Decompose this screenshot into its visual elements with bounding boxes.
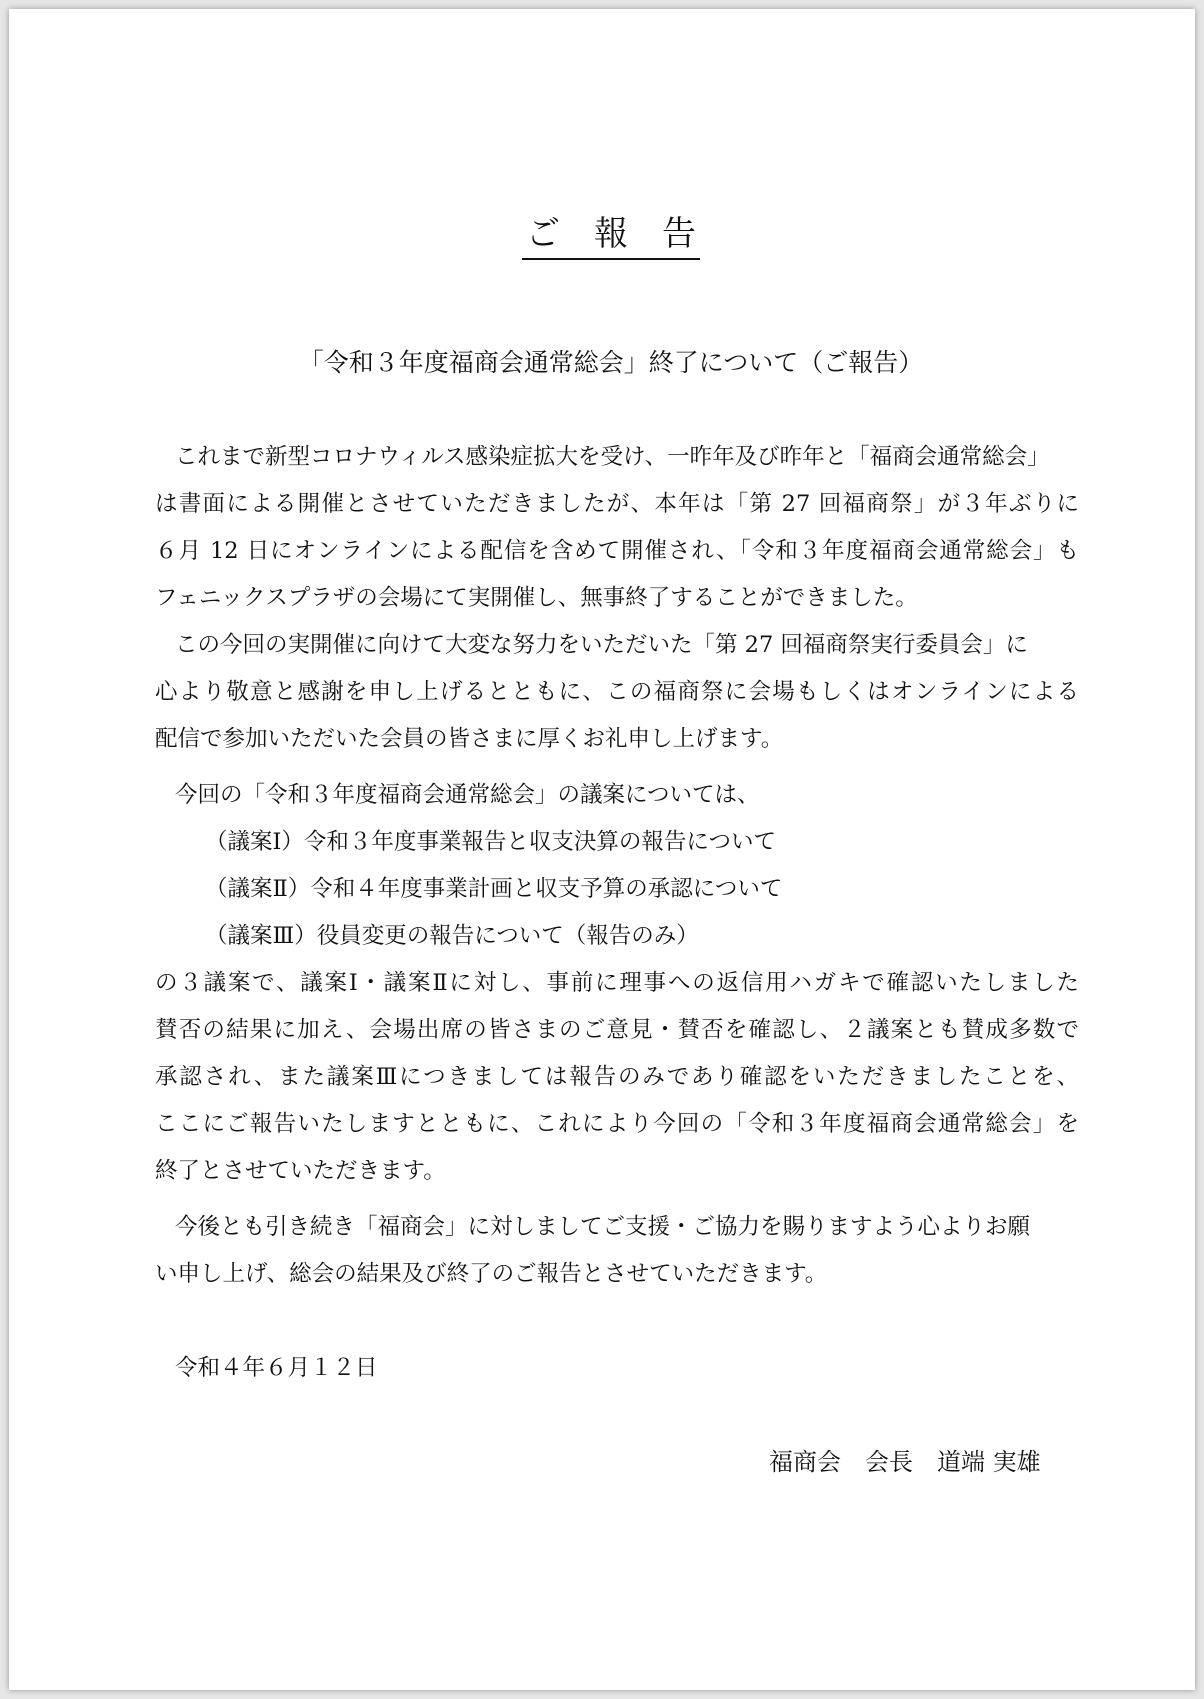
agenda-item-3: （議案Ⅲ）役員変更の報告について（報告のみ） xyxy=(205,923,699,949)
paragraph-3-line-6: 終了とさせていただきます。 xyxy=(155,1158,446,1184)
paragraph-3-line-5: ここにご報告いたしますとともに、これにより今回の「令和３年度福商会通常総会」を xyxy=(155,1111,1079,1137)
paragraph-2-line-1: この今回の実開催に向けて大変な努力をいただいた「第 27 回福商祭実行委員会」に xyxy=(175,632,1028,658)
agenda-item-1: （議案Ⅰ）令和３年度事業報告と収支決算の報告について xyxy=(205,829,776,855)
paragraph-1-line-3: ６月 12 日にオンラインによる配信を含めて開催され、「令和３年度福商会通常総会」も xyxy=(155,538,1079,564)
paragraph-3-line-4: 承認され、また議案Ⅲにつきましては報告のみであり確認をいただきましたことを、 xyxy=(155,1064,1079,1090)
document-date: 令和４年６月１２日 xyxy=(175,1355,378,1381)
paragraph-3-line-3: 賛否の結果に加え、会場出席の皆さまのご意見・賛否を確認し、２議案とも賛成多数で xyxy=(155,1017,1079,1043)
paragraph-2-line-3: 配信で参加いただいた会員の皆さまに厚くお礼申し上げます。 xyxy=(155,726,784,752)
signature: 福商会 会長 道端 実雄 xyxy=(769,1448,1041,1476)
paragraph-1-line-4: フェニックスプラザの会場にて実開催し、無事終了することができました。 xyxy=(155,585,918,611)
agenda-item-2: （議案Ⅱ）令和４年度事業計画と収支予算の承認について xyxy=(205,876,783,902)
paragraph-2-line-2: 心より敬意と感謝を申し上げるとともに、この福商祭に会場もしくはオンラインによる xyxy=(155,679,1079,705)
document-title: ご 報 告 xyxy=(9,212,1204,260)
paragraph-3-line-2: の３議案で、議案Ⅰ・議案Ⅱに対し、事前に理事への返信用ハガキで確認いたしました xyxy=(155,970,1079,996)
paragraph-4-line-2: い申し上げ、総会の結果及び終了のご報告とさせていただきます。 xyxy=(155,1261,828,1287)
paragraph-4-line-1: 今後とも引き続き「福商会」に対しましてご支援・ご協力を賜りますよう心よりお願 xyxy=(175,1214,1031,1240)
document-subtitle: 「令和３年度福商会通常総会」終了について（ご報告） xyxy=(298,348,924,377)
document-page xyxy=(9,9,1195,1690)
paragraph-3-line-1: 今回の「令和３年度福商会通常総会」の議案については、 xyxy=(175,782,760,808)
paragraph-1-line-1: これまで新型コロナウィルス感染症拡大を受け、一昨年及び昨年と「福商会通常総会」 xyxy=(175,444,1050,470)
paragraph-1-line-2: は書面による開催とさせていただきましたが、本年は「第 27 回福商祭」が３年ぶりに xyxy=(155,491,1079,517)
